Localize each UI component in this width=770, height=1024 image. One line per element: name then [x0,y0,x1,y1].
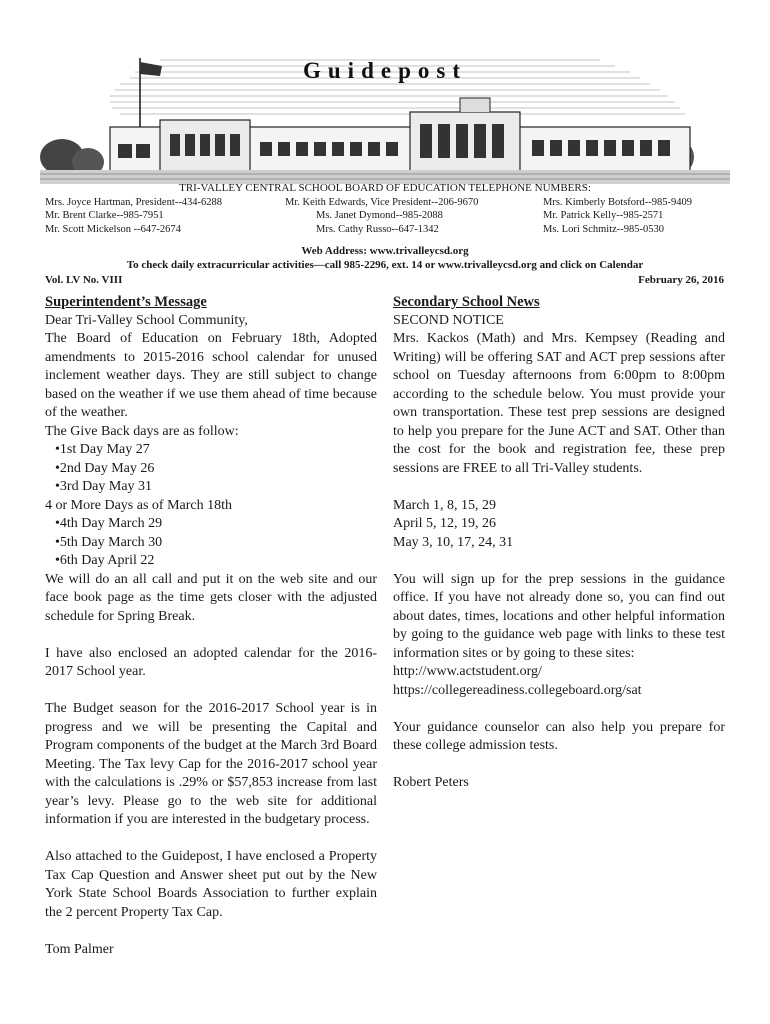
date-list-item: May 3, 10, 17, 24, 31 [393,534,514,550]
volume-number: Vol. LV No. VIII [45,274,123,286]
paragraph: You will sign up for the prep sessions in the guidance office. If you have not already done so, you can find out about dates, times, locations and other helpful information by going to the guidance web page with links to these test information sites or by going to these sites: [393,571,725,661]
newsletter-title: Guidepost [303,58,467,83]
board-member: Ms. Lori Schmitz--985-0530 [543,223,665,235]
board-member: Mrs. Kimberly Botsford--985-9409 [543,197,693,208]
list-item: •1st Day May 27 [55,442,150,457]
board-member: Mr. Keith Edwards, Vice President--206-9670 [285,197,479,208]
board-member: Ms. Janet Dymond--985-2088 [316,210,443,222]
give-back-intro: The Give Back days are as follow: [45,423,239,439]
paragraph: Also attached to the Guidepost, I have enclosed a Property Tax Cap Question and Answer sheet put out by the New York State School Boards Association to further explain the 2 percent Property Tax Cap. [45,849,377,920]
signature: Robert Peters [393,775,469,790]
board-member: Mrs. Joyce Hartman, President--434-6288 [45,197,223,208]
activities-line: To check daily extracurricular activities—call 985-2296, ext. 14 or www.trivalleycsd.org and click on Calendar [126,259,644,271]
board-member: Mr. Brent Clarke--985-7951 [45,210,164,222]
more-days: 4 or More Days as of March 18th [45,497,233,513]
paragraph: The Budget season for the 2016-2017 School year is in progress and we will be presenting the Capital and Program components of the budget at the March 3rd Board Meeting. The Tax levy Cap for the 2016-2017 school year with the calculations is .29% or $57,853 increase from last year’s levy. Please go to the web site for additional information if you are interested in the budgetary process. [45,701,377,827]
list-item: •4th Day March 29 [55,516,163,531]
list-item: •6th Day April 22 [55,553,155,568]
greeting: Dear Tri-Valley School Community, [45,312,248,328]
list-item: •2nd Day May 26 [55,460,155,476]
secondary-school-news [393,293,725,793]
paragraph: The Board of Education on February 18th, Adopted amendments to 2015-2016 school calendar for unused inclement weather days. They are still subject to change based on the weather if we use them ahead of time because of the weather. [45,331,377,420]
link[interactable]: http://www.actstudent.org/ [393,664,542,679]
board-member: Mr. Scott Mickelson --647-2674 [45,223,181,235]
list-item: •3rd Day May 31 [55,479,153,494]
paragraph: We will do an all call and put it on the web site and our face book page as the time gets closer with the adjusted schedule for Spring Break. [45,571,377,624]
board-member: Mrs. Cathy Russo--647-1342 [316,223,439,235]
signature: Tom Palmer [45,941,114,957]
section-heading: Secondary School News [393,294,540,310]
issue-date: February 26, 2016 [638,274,724,286]
list-item: •5th Day March 30 [55,534,163,550]
link[interactable]: https://collegereadiness.collegeboard.org/sat [393,682,642,698]
paragraph: Your guidance counselor can also help you prepare for these college admission tests. [393,719,725,753]
notice: SECOND NOTICE [393,312,504,328]
web-address: Web Address: www.trivalleycsd.org [301,245,469,257]
board-member: Mr. Patrick Kelly--985-2571 [543,210,664,222]
board-heading: TRI-VALLEY CENTRAL SCHOOL BOARD OF EDUCATION TELEPHONE NUMBERS: [179,182,591,194]
section-heading: Superintendent’s Message [45,294,207,310]
date-list-item: April 5, 12, 19, 26 [393,516,497,531]
paragraph: I have also enclosed an adopted calendar for the 2016-2017 School year. [45,645,377,679]
date-list-item: March 1, 8, 15, 29 [393,497,497,513]
paragraph: Mrs. Kackos (Math) and Mrs. Kempsey (Reading and Writing) will be offering SAT and ACT prep sessions after school on Tuesday afternoons from 6:00pm to 8:00pm according to the schedule below. You must provide your own transportation. These test prep sessions are designed to help you prepare for the June ACT and SAT. Other than the cost for the book and registration fee, these prep sessions are FREE to all Tri-Valley students. [393,331,725,476]
superintendent-message [45,293,377,959]
